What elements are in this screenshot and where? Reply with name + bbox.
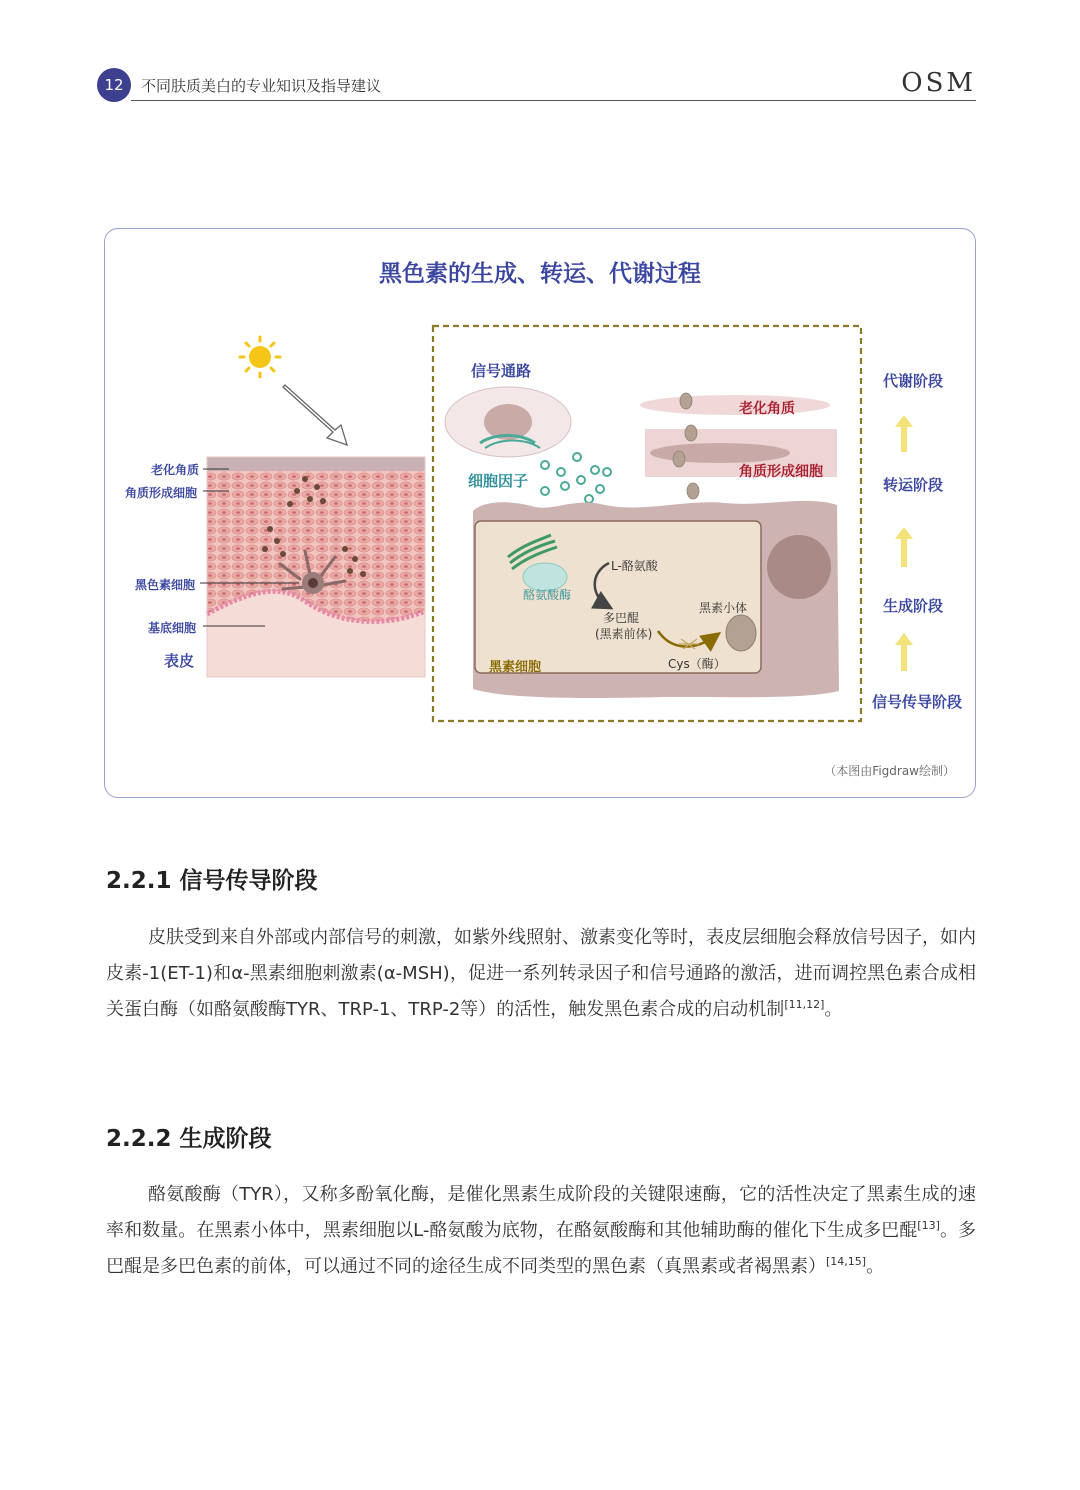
sun-icon: [240, 337, 280, 377]
stage-transport: 转运阶段: [882, 476, 943, 494]
signal-cell: [445, 387, 571, 457]
label-basal-cell: 基底细胞: [148, 621, 197, 635]
label-melanosome: 黑素小体: [699, 601, 748, 615]
label-melanin-precursor: (黑素前体): [595, 627, 653, 641]
label-signal-pathway: 信号通路: [471, 362, 532, 380]
body-tail: 。: [866, 1256, 885, 1277]
label-melanocyte-detail: 黑素细胞: [489, 660, 542, 675]
body-tail: 。: [824, 999, 843, 1020]
citation: [14,15]: [826, 1255, 867, 1268]
figure-illustration: [105, 229, 977, 799]
label-keratinocyte-detail: 角质形成细胞: [739, 464, 823, 480]
header-rule: [131, 100, 976, 101]
melanocyte-cell: [475, 521, 761, 673]
uv-arrow-icon: [283, 385, 347, 445]
stage-signal: 信号传导阶段: [871, 693, 962, 711]
body-text: 。多巴醌是多巴色素的前体，可以通过不同的途径生成不同类型的黑色素（真黑素或者褐黑素）: [106, 1220, 977, 1277]
page-number: 12: [97, 68, 131, 102]
skin-section: [207, 457, 425, 677]
label-cys: Cys（酶）: [668, 657, 726, 671]
melanosome-icon: [726, 615, 756, 651]
figure-credit: （本图由Figdraw绘制）: [824, 764, 955, 778]
brand-logo: OSM: [901, 68, 976, 98]
stage-generation: 生成阶段: [882, 597, 943, 615]
label-tyrosinase: 酪氨酸酶: [523, 588, 572, 602]
section-heading-signal: 2.2.1 信号传导阶段: [106, 868, 318, 894]
citation: [11,12]: [784, 998, 825, 1011]
figure-title: 黑色素的生成、转运、代谢过程: [379, 261, 701, 287]
section-body-generation: [106, 1177, 976, 1285]
label-l-tyrosine: L-酪氨酸: [611, 559, 658, 573]
label-aged-stratum-detail: 老化角质: [739, 401, 795, 417]
stage-arrows: [895, 415, 913, 671]
melanin-figure: [104, 228, 976, 798]
stage-metabolism: 代谢阶段: [882, 372, 943, 390]
label-aged-stratum: 老化角质: [151, 463, 200, 477]
section-body-signal: [106, 920, 976, 1028]
body-text: 皮肤受到来自外部或内部信号的刺激，如紫外线照射、激素变化等时，表皮层细胞会释放信号因子，如内皮素-1(ET-1)和α-黑素细胞刺激素(α-MSH)，促进一系列转录因子和信号通路的激活，进而调控黑色素合成相关蛋白酶（如酪氨酸酶TYR、TRP-1、TRP-2等）的活性，触发黑色素合成的启动机制: [106, 927, 976, 1020]
aged-stratum-shape: [640, 395, 830, 415]
label-melanocyte: 黑色素细胞: [135, 578, 196, 592]
body-text: 酪氨酸酶（TYR），又称多酚氧化酶，是催化黑素生成阶段的关键限速酶，它的活性决定了黑素生成的速率和数量。在黑素小体中，黑素细胞以L-酪氨酸为底物，在酪氨酸酶和其他辅助酶的催化下生成多巴醌: [106, 1184, 976, 1241]
label-cytokine: 细胞因子: [468, 472, 529, 490]
running-title: 不同肤质美白的专业知识及指导建议: [141, 77, 382, 95]
nucleus-shape: [767, 535, 831, 599]
citation: [13]: [917, 1219, 940, 1232]
cytokine-dots: [541, 453, 611, 503]
label-epidermis: 表皮: [164, 652, 195, 670]
section-heading-generation: 2.2.2 生成阶段: [106, 1126, 272, 1152]
label-keratinocyte: 角质形成细胞: [125, 486, 198, 500]
label-dopaquinone: 多巴醌: [603, 611, 640, 625]
